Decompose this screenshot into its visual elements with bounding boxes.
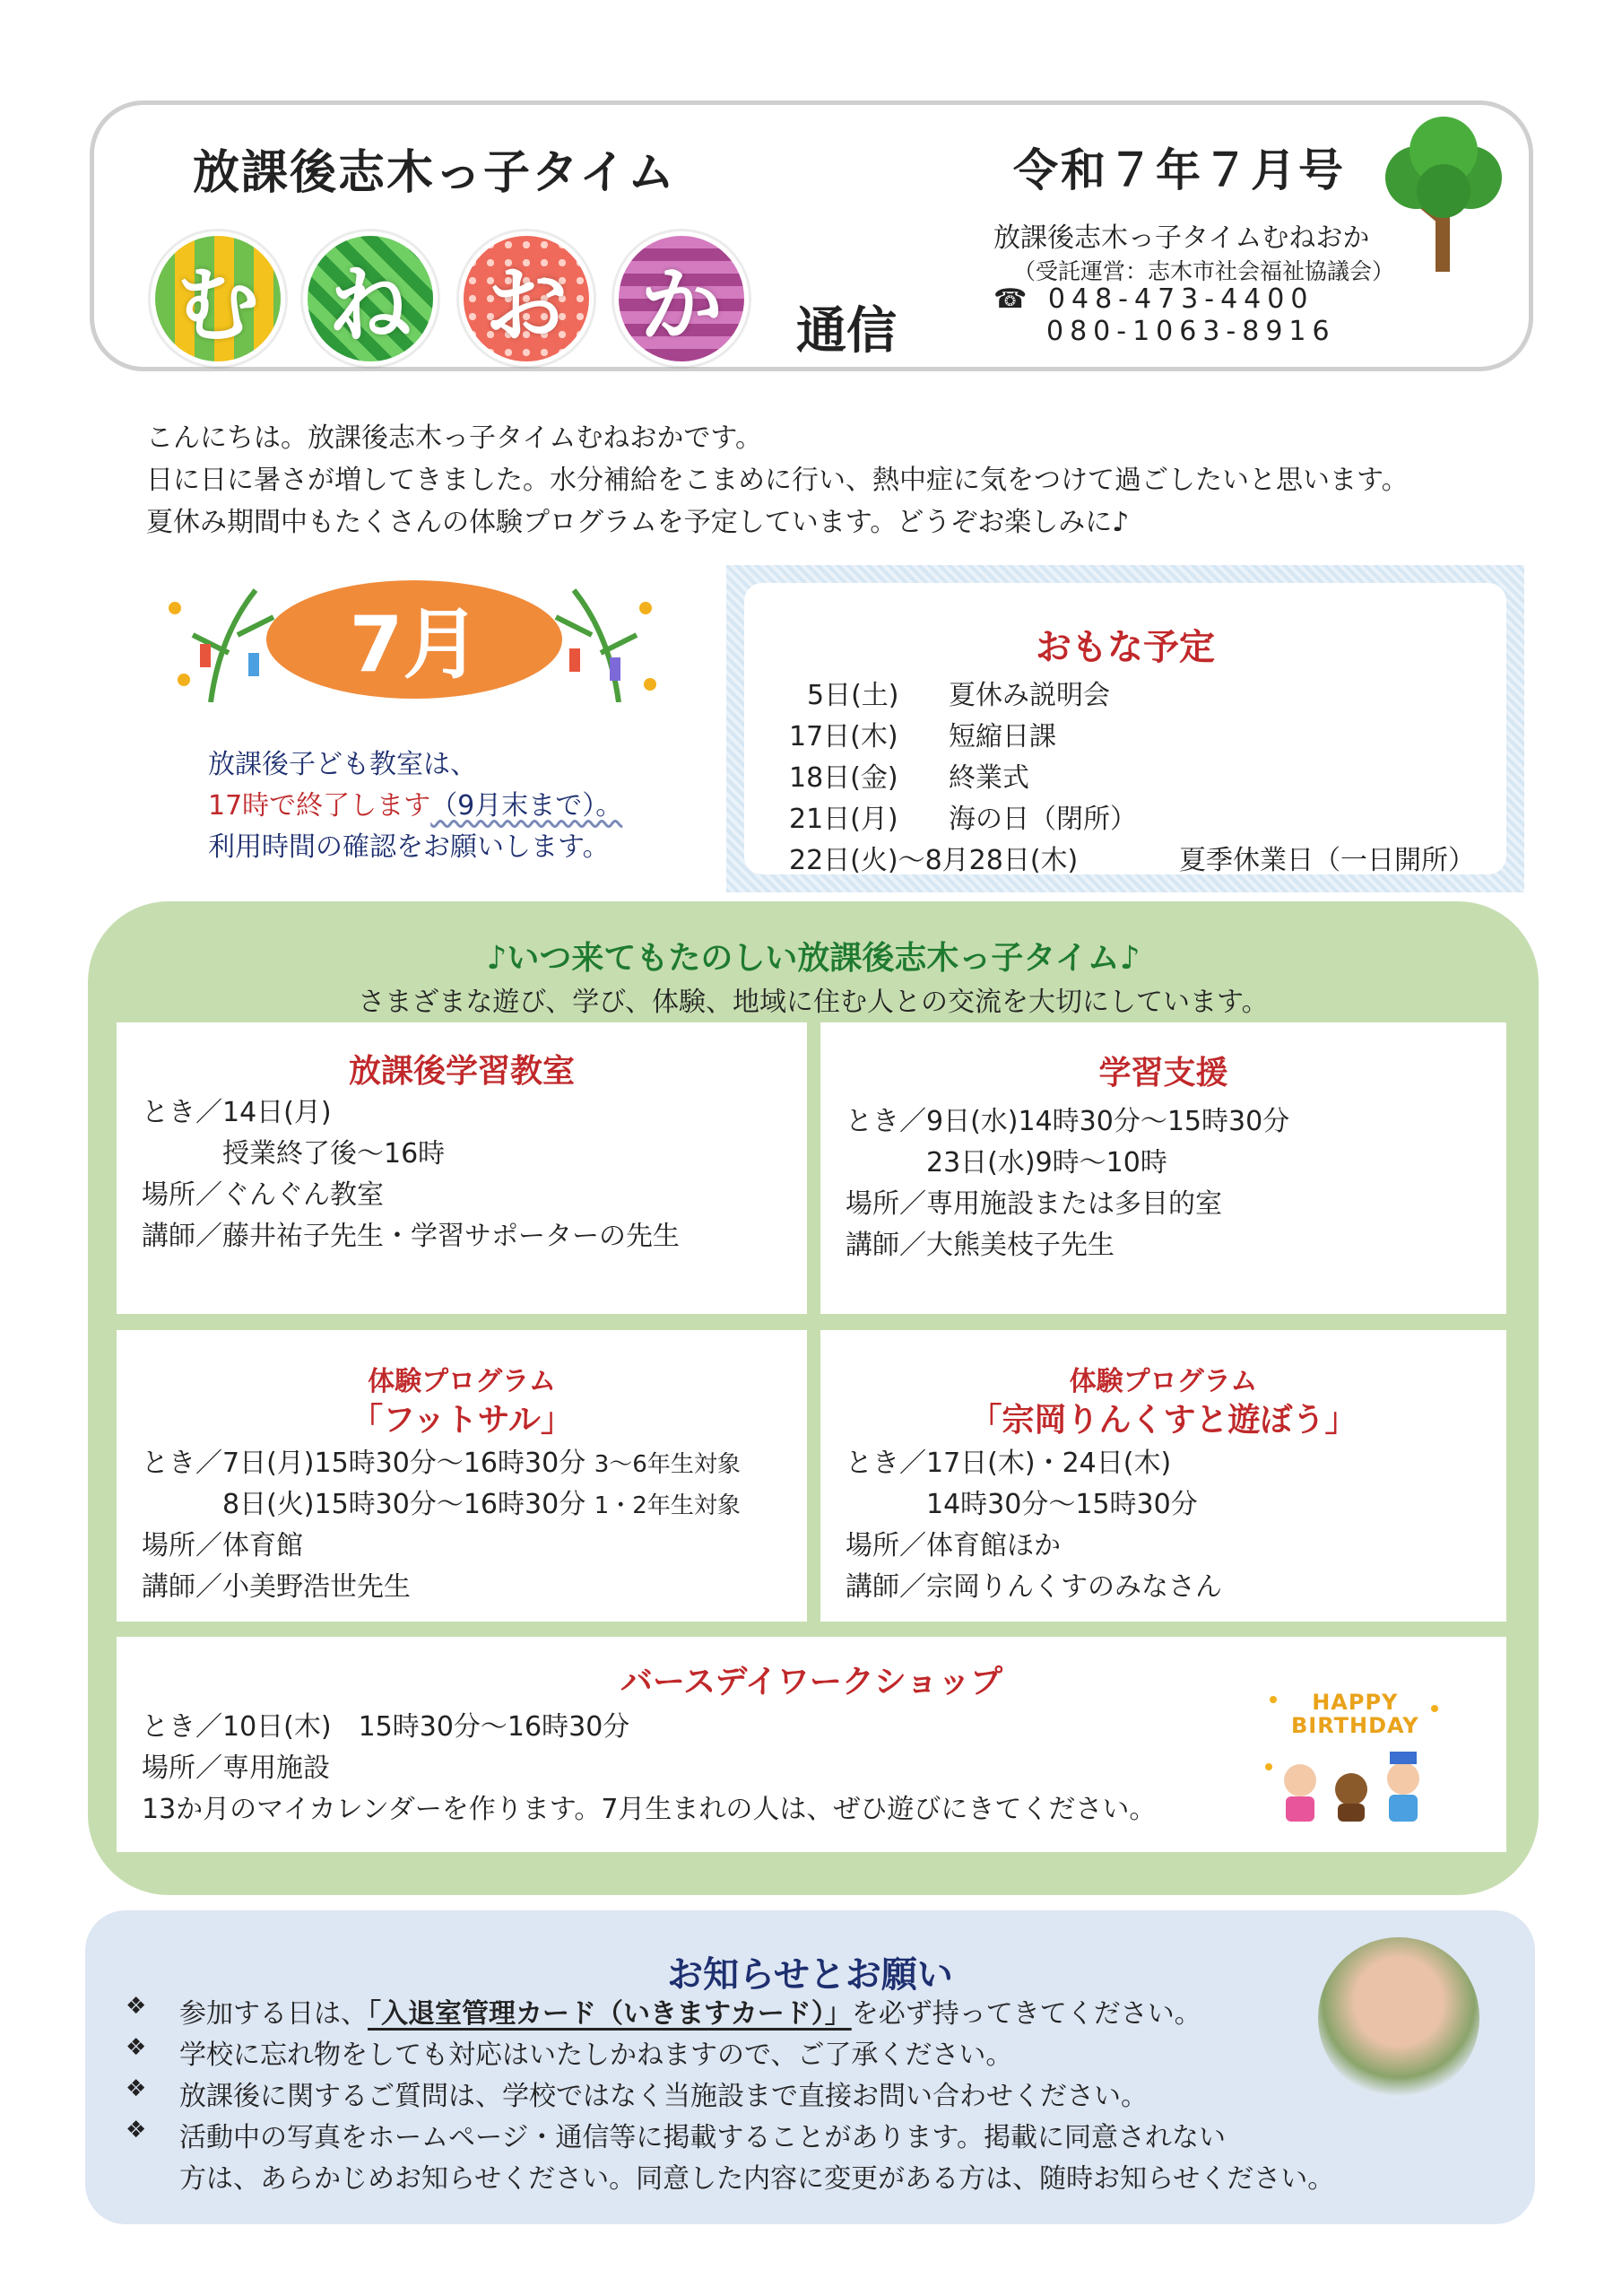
card-line: 13か月のマイカレンダーを作ります。7月生まれの人は、ぜひ遊びにきてください。 [142,1794,1157,1825]
card-futsal [117,1330,807,1622]
card-line: 場所／体育館ほか [846,1530,1061,1561]
schedule-inner [744,583,1506,874]
schedule-event: 終業式 [949,762,1029,794]
bullet-icon: ❖ [126,2075,147,2102]
logo-char-o: お [459,231,594,366]
header-tsushin: 通信 [796,302,897,361]
card-label: 体験プログラム [368,1366,556,1397]
tel-primary-number: 048-473-4400 [1047,283,1314,315]
card-title: 放課後学習教室 [348,1053,575,1090]
card-title: バースデイワークショップ [620,1664,1003,1700]
card-title: 「宗岡りんくすと遊ぼう」 [969,1402,1357,1439]
note-line-2 [208,786,622,827]
card-line: 23日(水)9時～10時 [926,1147,1167,1178]
card-line: とき／9日(水)14時30分～15時30分 [846,1106,1290,1137]
period-note: （9月末まで）。 [430,790,623,822]
notice-1-post: を必ず持ってきてください。 [851,1998,1201,2030]
birthday-art-line-1: HAPPY [1312,1690,1399,1715]
card-line: 場所／体育館 [142,1530,303,1561]
card-gakushu-shien [820,1022,1506,1314]
intro-line-3: 夏休み期間中もたくさんの体験プログラムを予定しています。どうぞお楽しみに♪ [146,507,1130,538]
card-line [222,1482,741,1521]
schedule-date: 21日(月) [789,804,898,835]
bullet-icon: ❖ [126,2117,147,2144]
card-line: 授業終了後～16時 [222,1138,446,1170]
futsal-target-1: 3～6年生対象 [594,1451,741,1478]
card-line: 講師／藤井祐子先生・学習サポーターの先生 [142,1221,680,1252]
card-line [142,1440,741,1480]
card-title: 学習支援 [1098,1055,1228,1091]
card-line: とき／17日(木)・24日(木) [846,1448,1172,1479]
tree-icon [1376,115,1511,276]
note-line-1: 放課後子ども教室は、 [208,749,477,780]
card-line: 14時30分～15時30分 [926,1489,1198,1520]
card-title: 「フットサル」 [351,1402,573,1439]
birthday-art-text [1291,1691,1419,1737]
notice-1-pre: 参加する日は、 [179,1998,368,2030]
card-line: 場所／専用施設または多目的室 [846,1188,1222,1220]
futsal-target-2: 1・2年生対象 [594,1492,741,1519]
bullet-icon: ❖ [126,2034,147,2061]
operator-note: （受託運営：志木市社会福祉協議会） [1013,258,1395,284]
logo-char-mu: む [151,231,285,366]
schedule-event: 海の日（閉所） [949,804,1137,835]
org-name: 放課後志木っ子タイムむねおか [993,222,1370,254]
note-line-3: 利用時間の確認をお願いします。 [208,831,610,863]
tel-secondary: 080-1063-8916 [1046,316,1336,347]
schedule-event: 夏休み説明会 [949,680,1110,711]
card-gakushu-kyoshitsu [117,1022,807,1314]
futsal-time-1: とき／7日(月)15時30分～16時30分 [142,1448,586,1479]
card-line: とき／14日(月) [142,1097,332,1128]
intro-line-2: 日に日に暑さが増してきました。水分補給をこまめに行い、熱中症に気をつけて過ごしたいと思います。 [146,465,1409,496]
tel-primary [993,283,1314,315]
notice-item-3: 放課後に関するご質問は、学校ではなく当施設まで直接お問い合わせください。 [179,2081,1148,2112]
phone-icon: ☎ [993,283,1034,315]
schedule-title: おもな予定 [1036,627,1215,668]
schedule-date: 22日(火)～8月28日(木) [789,845,1079,876]
schedule-box [726,565,1524,892]
header-subtitle: 放課後志木っ子タイム [193,146,676,200]
schedule-date: 5日(土) [807,680,899,711]
notice-item-4-line-2: 方は、あらかじめお知らせください。同意した内容に変更がある方は、随時お知らせください。 [179,2163,1335,2195]
programs-subtitle: さまざまな遊び、学び、体験、地域に住む人との交流を大切にしています。 [358,987,1269,1018]
card-birthday-workshop [117,1637,1506,1852]
card-line: 場所／ぐんぐん教室 [142,1179,384,1211]
programs-title: ♪いつ来てもたのしい放課後志木っ子タイム♪ [486,940,1141,977]
notice-item-2: 学校に忘れ物をしても対応はいたしかねますので、ご了承ください。 [179,2039,1013,2071]
bullet-icon: ❖ [126,1993,147,2020]
after-school-class-note [208,744,622,868]
notice-item-4-line-1: 活動中の写真をホームページ・通信等に掲載することがあります。掲載に同意されない [179,2122,1226,2153]
card-line: 場所／専用施設 [142,1752,330,1784]
july-badge-label: 7月 [349,599,481,690]
card-rinkusu [820,1330,1506,1622]
logo-char-ne: ね [303,231,438,366]
logo-char-ka: か [614,231,749,366]
card-line: 講師／大熊美枝子先生 [846,1230,1115,1261]
issue-label: 令和７年７月号 [1013,144,1346,196]
schedule-event: 夏季休業日（一日開所） [1179,845,1475,876]
intro-line-1: こんにちは。放課後志木っ子タイムむねおかです。 [146,422,762,454]
futsal-time-2: 8日(火)15時30分～16時30分 [222,1489,586,1520]
card-label: 体験プログラム [1069,1366,1258,1397]
birthday-art-line-2: BIRTHDAY [1291,1713,1419,1738]
notice-title: お知らせとお願い [667,1954,953,1996]
card-line: とき／10日(木) 15時30分～16時30分 [142,1711,630,1743]
card-line: 講師／宗岡りんくすのみなさん [846,1571,1222,1603]
schedule-date: 18日(金) [789,762,898,794]
mascot-photo [1318,1937,1479,2099]
notice-item-1 [179,1991,1201,2031]
card-line: 講師／小美野浩世先生 [142,1571,411,1603]
schedule-event: 短縮日課 [949,721,1056,752]
end-time-notice: 17時で終了します [208,790,431,822]
entry-card-name: 「入退室管理カード（いきますカード）」 [368,1998,852,2030]
schedule-date: 17日(木) [789,721,898,752]
